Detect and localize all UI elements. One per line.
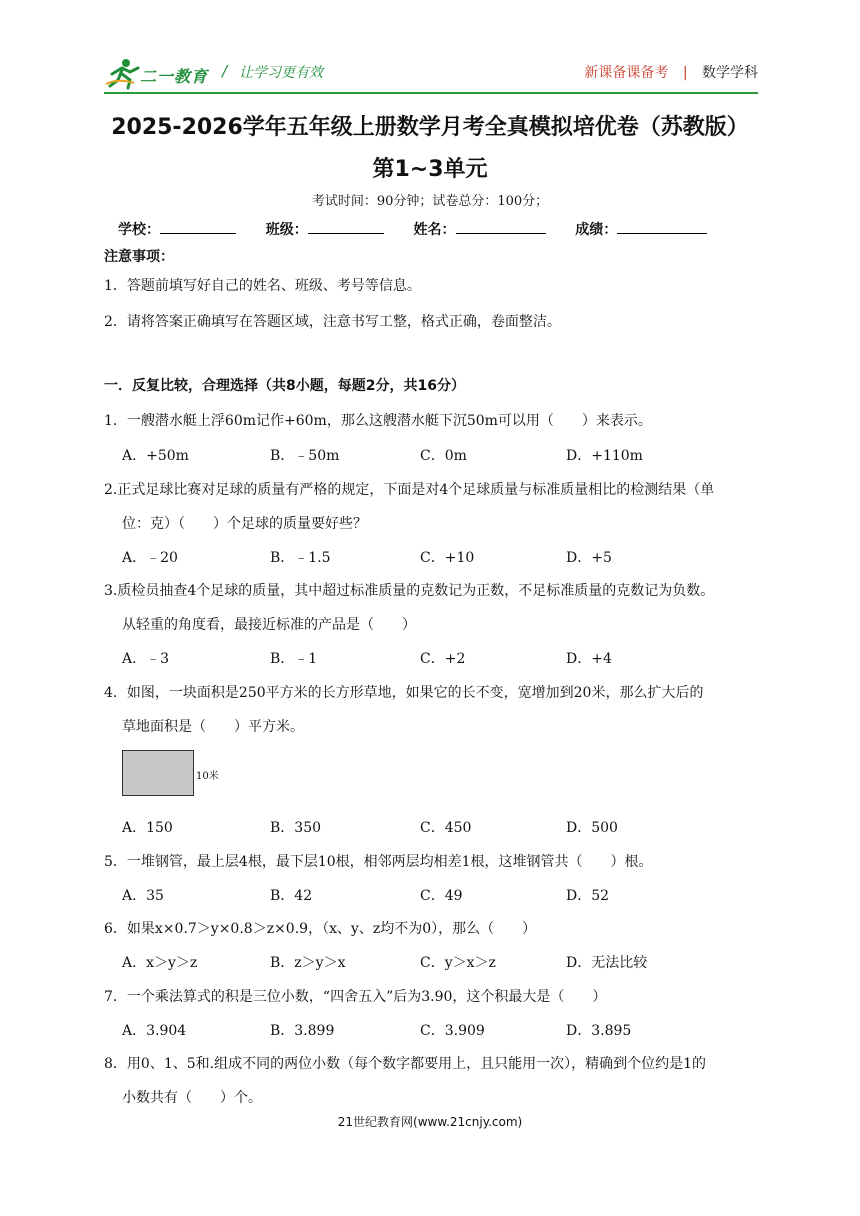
q5-option-b: B．42	[270, 888, 313, 904]
notice-heading: 注意事项：	[104, 249, 174, 265]
q1-option-c: C．0m	[420, 448, 467, 464]
q4-option-c: C．450	[420, 820, 472, 836]
q6-option-c: C．y＞x＞z	[420, 955, 496, 971]
logo-text: 二一教育	[140, 67, 209, 86]
section-heading: 一．反复比较，合理选择（共8小题，每题2分，共16分）	[104, 378, 465, 394]
q6-option-a: A．x＞y＞z	[122, 955, 198, 971]
q2-option-b: B．﹣1.5	[270, 550, 331, 566]
question-5: 5．一堆钢管，最上层4根，最下层10根，相邻两层均相差1根，这堆钢管共（ ）根。	[104, 854, 653, 870]
question-8-cont: 小数共有（ ）个。	[122, 1090, 262, 1106]
q2-option-c: C．+10	[420, 550, 475, 566]
q1-option-d: D．+110m	[566, 448, 643, 464]
page-header	[104, 56, 758, 92]
q3-option-d: D．+4	[566, 651, 612, 667]
header-tag-prep: 新课备课备考	[584, 65, 669, 81]
lawn-rectangle-figure	[122, 750, 194, 796]
student-info-row	[118, 219, 707, 239]
q2-option-d: D．+5	[566, 550, 612, 566]
question-1: 1．一艘潜水艇上浮60m记作+60m，那么这艘潜水艇下沉50m可以用（ ）来表示。	[104, 413, 652, 429]
school-label: 学校：	[118, 222, 160, 238]
question-3-cont: 从轻重的角度看，最接近标准的产品是（ ）	[122, 617, 416, 633]
brand-logo	[104, 56, 216, 90]
q4-option-d: D．500	[566, 820, 618, 836]
question-7: 7．一个乘法算式的积是三位小数，“四舍五入”后为3.90，这个积最大是（ ）	[104, 989, 607, 1005]
figure-width-label: 10米	[196, 771, 219, 782]
header-slogan: 让学习更有效	[239, 65, 323, 81]
notice-item: 2．请将答案正确填写在答题区域，注意书写工整，格式正确，卷面整洁。	[104, 314, 561, 330]
q3-option-a: A．﹣3	[122, 651, 170, 667]
q1-option-a: A．+50m	[122, 448, 189, 464]
question-4: 4．如图，一块面积是250平方米的长方形草地，如果它的长不变，宽增加到20米，那么扩大后的	[104, 685, 704, 701]
q7-option-b: B．3.899	[270, 1023, 335, 1039]
score-field[interactable]	[617, 219, 707, 234]
question-8: 8．用0、1、5和.组成不同的两位小数（每个数字都要用上，且只能用一次），精确到个位约是1的	[104, 1056, 706, 1072]
q3-option-b: B．﹣1	[270, 651, 318, 667]
q5-option-d: D．52	[566, 888, 610, 904]
q4-option-b: B．350	[270, 820, 322, 836]
q1-option-b: B．﹣50m	[270, 448, 340, 464]
question-6: 6．如果x×0.7＞y×0.8＞z×0.9，（x、y、z均不为0），那么（ ）	[104, 921, 537, 937]
runner-logo-icon	[104, 56, 144, 90]
q6-option-b: B．z＞y＞x	[270, 955, 346, 971]
q6-option-d: D．无法比较	[566, 955, 648, 971]
header-divider	[104, 92, 758, 94]
question-3: 3.质检员抽查4个足球的质量，其中超过标准质量的克数记为正数，不足标准质量的克数记为负数。	[104, 583, 715, 599]
header-right	[584, 62, 758, 82]
name-label: 姓名：	[413, 222, 456, 238]
question-4-cont: 草地面积是（ ）平方米。	[122, 719, 304, 735]
exam-meta: 考试时间：90分钟；试卷总分：100分；	[311, 194, 549, 209]
question-2: 2.正式足球比赛对足球的质量有严格的规定，下面是对4个足球质量与标准质量相比的检测结果（单	[104, 482, 715, 498]
notice-item: 1．答题前填写好自己的姓名、班级、考号等信息。	[104, 278, 421, 294]
q5-option-a: A．35	[122, 888, 164, 904]
q7-option-d: D．3.895	[566, 1023, 632, 1039]
page-footer: 21世纪教育网(www.21cnjy.com)	[337, 1115, 523, 1129]
header-subject: 数学学科	[702, 65, 758, 81]
q4-option-a: A．150	[122, 820, 173, 836]
header-separator: |	[682, 65, 688, 81]
exam-subtitle: 第1~3单元	[372, 157, 488, 182]
class-label: 班级：	[265, 222, 308, 238]
school-field[interactable]	[160, 219, 236, 234]
q2-option-a: A．﹣20	[122, 550, 178, 566]
score-label: 成绩：	[575, 222, 618, 238]
header-slash: /	[222, 62, 228, 80]
name-field[interactable]	[456, 219, 546, 234]
q3-option-c: C．+2	[420, 651, 466, 667]
q5-option-c: C．49	[420, 888, 463, 904]
q7-option-a: A．3.904	[122, 1023, 187, 1039]
exam-title: 2025-2026学年五年级上册数学月考全真模拟培优卷（苏教版）	[111, 115, 749, 140]
q7-option-c: C．3.909	[420, 1023, 485, 1039]
question-2-cont: 位：克）（ ）个足球的质量要好些？	[122, 516, 367, 532]
class-field[interactable]	[308, 219, 384, 234]
